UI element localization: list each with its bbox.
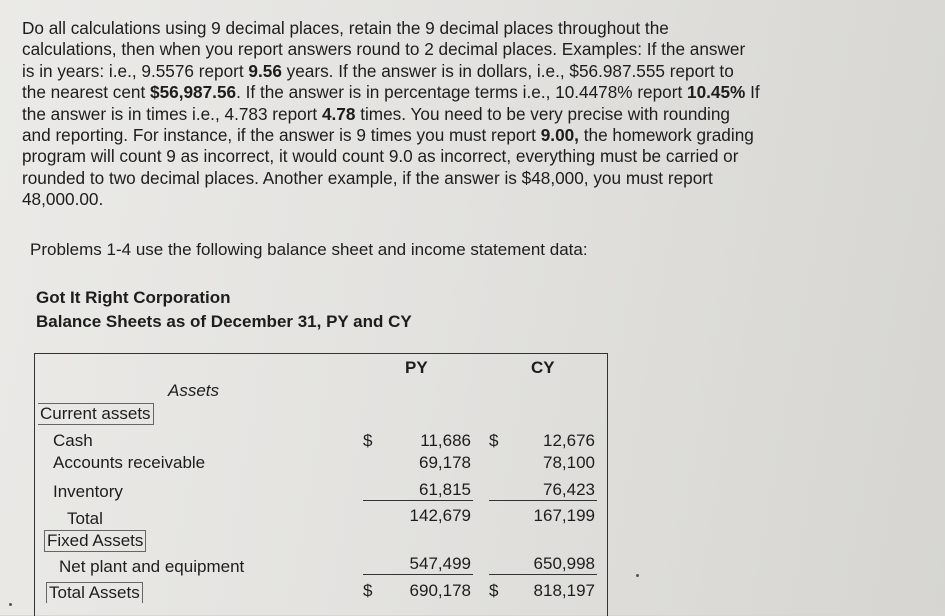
col-header-cy: CY [531, 358, 555, 377]
value-cash-py: 11,686 [420, 431, 471, 450]
instructions-paragraph [22, 18, 852, 211]
value-total-cy: 167,199 [533, 506, 595, 525]
col-header-py: PY [405, 358, 428, 377]
instructions-line: If [745, 82, 760, 103]
example-times: 4.78 [321, 103, 356, 124]
margin-dot [9, 603, 12, 606]
balance-sheet-title: Balance Sheets as of December 31, PY and CY [36, 312, 412, 331]
example-percent: 10.45% [687, 82, 746, 103]
instructions-line: the homework grading [578, 125, 754, 146]
instructions-line: calculations, then when you report answers round to 2 decimal places. Examples: If the answer [22, 39, 746, 60]
current-assets-label: Current assets [38, 403, 154, 425]
example-dollars: $56,987.56 [150, 82, 237, 103]
value-net-plant-py: 547,499 [409, 554, 471, 573]
company-name: Got It Right Corporation [36, 288, 231, 307]
problems-intro: Problems 1-4 use the following balance sheet and income statement data: [30, 240, 588, 259]
example-years: 9.56 [248, 60, 282, 81]
instructions-line: . If the answer is in percentage terms i.e., 10.4478% report [236, 82, 688, 103]
assets-section-label: Assets [168, 381, 220, 400]
balance-sheet-table [34, 353, 608, 616]
value-net-plant-cy: 650,998 [533, 554, 595, 573]
instructions-line: program will count 9 as incorrect, it would count 9.0 as incorrect, everything must be carried or [22, 146, 739, 167]
currency-symbol: $ [363, 431, 373, 450]
instructions-line: years. If the answer is in dollars, i.e., $56.987.555 report to [281, 60, 734, 81]
total-rule-cy [489, 574, 597, 575]
value-ar-py: 69,178 [419, 453, 471, 472]
value-total-assets-cy: 818,197 [533, 581, 595, 600]
company-heading [36, 286, 412, 334]
instructions-line: times. You need to be very precise with rounding [355, 103, 730, 124]
currency-symbol: $ [489, 581, 499, 600]
margin-dot [636, 574, 639, 577]
row-label-accounts-receivable: Accounts receivable [53, 453, 206, 472]
fixed-assets-label: Fixed Assets [44, 530, 146, 552]
value-total-py: 142,679 [409, 506, 471, 525]
row-label-total: Total [67, 509, 103, 528]
value-inventory-py: 61,815 [419, 480, 471, 499]
instructions-line: and reporting. For instance, if the answer is 9 times you must report [22, 125, 541, 146]
row-label-cash: Cash [53, 431, 93, 450]
row-label-inventory: Inventory [53, 482, 123, 501]
row-label-total-assets: Total Assets [46, 582, 143, 603]
subtotal-rule-py [363, 500, 473, 501]
example-nine: 9.00, [540, 125, 579, 146]
value-inventory-cy: 76,423 [543, 480, 595, 499]
value-ar-cy: 78,100 [543, 453, 595, 472]
instructions-line: the answer is in times i.e., 4.783 report [22, 103, 322, 124]
instructions-line: the nearest cent [22, 82, 151, 103]
value-cash-cy: 12,676 [543, 431, 595, 450]
instructions-line: 48,000.00. [22, 189, 104, 210]
value-total-assets-py: 690,178 [409, 581, 471, 600]
instructions-line: rounded to two decimal places. Another example, if the answer is $48,000, you must report [22, 167, 713, 188]
row-label-net-plant: Net plant and equipment [59, 557, 245, 576]
total-rule-py [363, 574, 473, 575]
instructions-line: is in years: i.e., 9.5576 report [22, 60, 249, 81]
currency-symbol: $ [363, 581, 373, 600]
subtotal-rule-cy [489, 500, 597, 501]
instructions-line: Do all calculations using 9 decimal places, retain the 9 decimal places throughout the [22, 18, 669, 38]
currency-symbol: $ [489, 431, 499, 450]
